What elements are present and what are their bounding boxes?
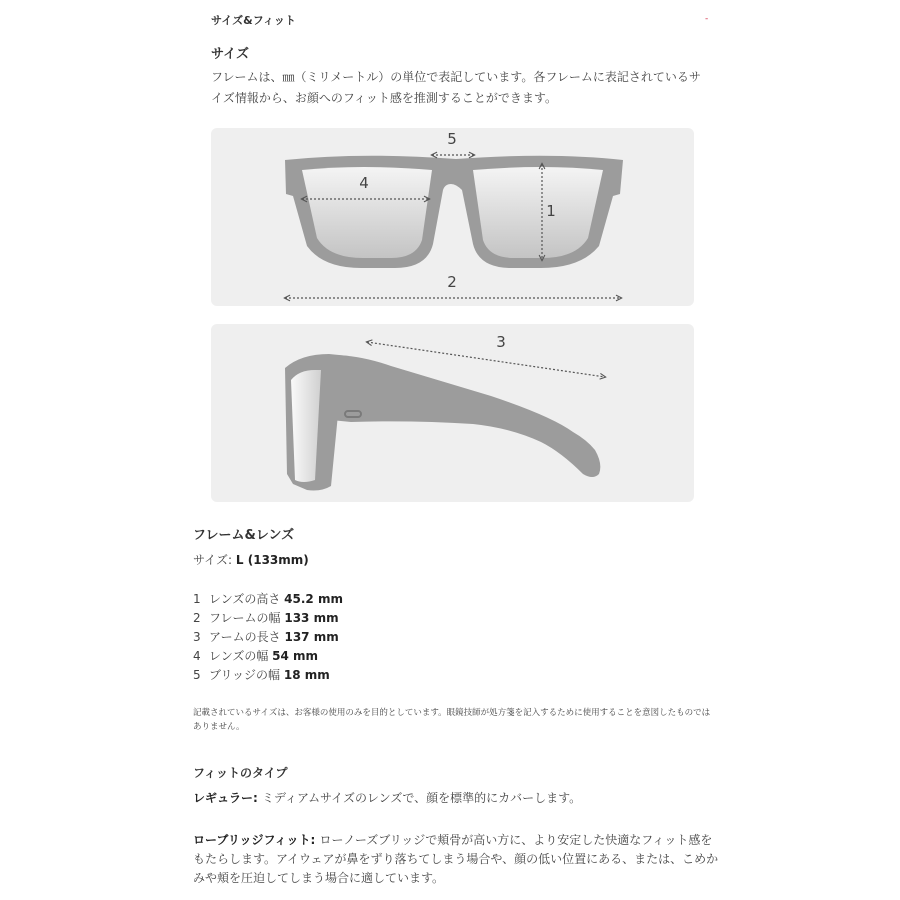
list-item: 2 フレームの幅 133 mm <box>193 611 339 625</box>
size-label: サイズ: <box>193 553 236 567</box>
size-line <box>193 551 309 568</box>
side-glasses-illustration <box>211 324 694 502</box>
fit-low-bridge <box>193 831 723 888</box>
disclaimer: 記載されているサイズは、お客様の使用のみを目的としています。眼鏡技師が処方箋を記入するために使用することを意図したものではありません。 <box>193 708 711 732</box>
label-5: 5 <box>447 130 457 148</box>
size-description: フレームは、㎜（ミリメートル）の単位で表記しています。各フレームに表記されているサイズ情報から、お顔へのフィット感を推測することができます。 <box>211 70 701 105</box>
side-view-diagram <box>211 324 694 502</box>
front-view-diagram <box>211 128 694 306</box>
list-item: 3 アームの長さ 137 mm <box>193 630 339 644</box>
label-3: 3 <box>496 333 506 351</box>
list-item: 1 レンズの高さ 45.2 mm <box>193 592 343 606</box>
size-heading: サイズ <box>211 47 249 62</box>
fit-regular-term: レギュラー: <box>193 791 262 805</box>
list-item: 4 レンズの幅 54 mm <box>193 649 319 663</box>
section-title: サイズ&フィット <box>211 14 296 27</box>
fit-regular <box>193 789 723 808</box>
label-2: 2 <box>447 273 457 291</box>
measurement-list <box>193 590 343 685</box>
fit-low-bridge-term: ローブリッジフィット: <box>193 833 320 847</box>
fit-type-heading: フィットのタイプ <box>193 766 288 780</box>
size-value: L (133mm) <box>235 553 309 567</box>
list-item: 5 ブリッジの幅 18 mm <box>193 668 330 682</box>
fit-regular-text: ミディアムサイズのレンズで、顔を標準的にカバーします。 <box>261 791 582 805</box>
label-1: 1 <box>546 202 556 220</box>
frame-lens-heading: フレーム&レンズ <box>193 528 295 543</box>
close-icon[interactable]: - <box>705 14 709 24</box>
front-glasses-illustration <box>211 128 694 306</box>
fit-low-bridge-text: ローノーズブリッジで頬骨が高い方に、より安定した快適なフィット感をもたらします。アイウェアが鼻をずり落ちてしまう場合や、顔の低い位置にある、または、こめかみや頬を圧迫してしまう場合に適しています。 <box>193 833 719 885</box>
label-4: 4 <box>359 174 369 192</box>
